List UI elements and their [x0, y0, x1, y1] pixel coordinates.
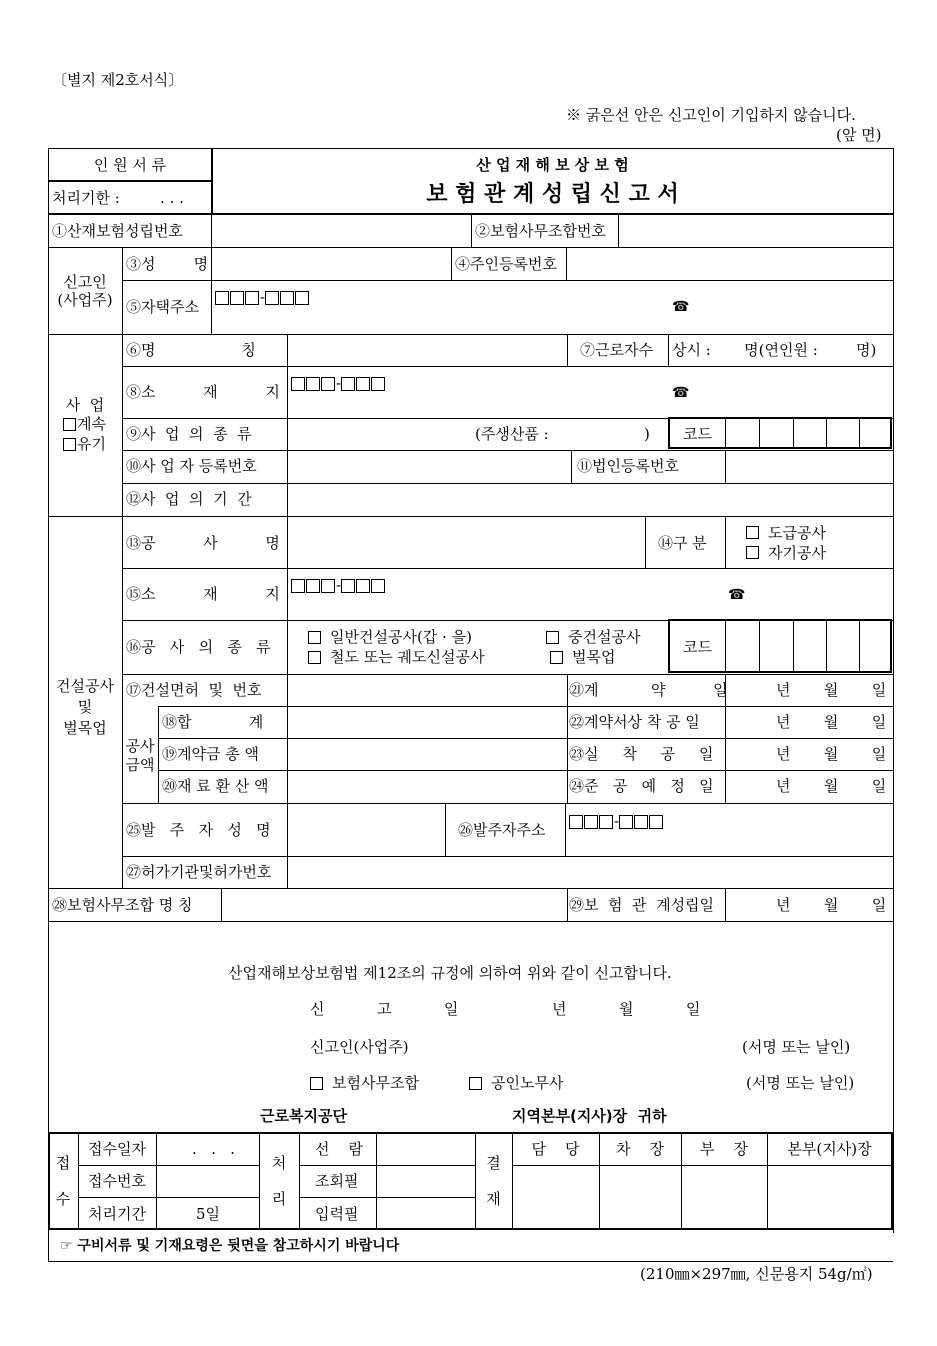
establish-date-label: ㉙보 험 관 계성립일	[569, 896, 715, 914]
labor-attorney-label: 공인노무사	[491, 1074, 564, 1092]
construction-name-label: ⑬공 사 명	[126, 534, 280, 552]
sign-or-seal-1: (서명 또는 날인)	[742, 1038, 851, 1056]
processing-label: 처 리	[271, 1154, 287, 1208]
railway-construction-label: 철도 또는 궤도신설공사	[330, 648, 485, 666]
input-label: 입력필	[315, 1205, 359, 1223]
notice-text: ※ 굵은선 안은 신고인이 기입하지 않습니다.	[566, 106, 856, 124]
deputy-label: 차 장	[615, 1140, 665, 1158]
construction-zip-boxes[interactable]: -	[291, 576, 386, 594]
contract-total-label: ⑲계약금 총 액	[162, 745, 259, 763]
continuous-checkbox[interactable]	[63, 418, 76, 431]
construction-kind-label: ⑭구 분	[658, 534, 707, 552]
home-address-label: ⑤자택주소	[126, 298, 199, 316]
form-title: 보 험 관 계 성 립 신 고 서	[426, 182, 679, 207]
declaration-text: 산업재해보상보험법 제12조의 규정에 의하여 위와 같이 신고합니다.	[228, 964, 672, 982]
license-label: ⑰건설면허 및 번호	[126, 681, 262, 699]
total-label: ⑱합 계	[162, 713, 264, 731]
date-ymd: 년 월 일	[776, 713, 887, 731]
seasonal-label: 유기	[77, 435, 106, 453]
start-date-contract-label: ㉒계약서상 착 공 일	[569, 713, 700, 731]
reporter-label: 신고인 (사업주)	[57, 273, 113, 309]
approval-label: 결 재	[486, 1154, 501, 1208]
reporter-rrn-field[interactable]	[568, 250, 891, 278]
inquiry-label: 조회필	[315, 1172, 359, 1190]
receipt-date-label: 접수일자	[88, 1140, 146, 1158]
form-subtitle: 산 업 재 해 보 상 보 험	[476, 156, 629, 174]
railway-construction-checkbox[interactable]	[308, 651, 321, 664]
cost-label: 공사 금액	[125, 737, 155, 774]
processing-period-label: 처리기간	[88, 1205, 146, 1223]
continuous-label: 계속	[77, 415, 106, 433]
heavy-construction-checkbox[interactable]	[546, 631, 559, 644]
receipt-label: 접 수	[55, 1154, 71, 1208]
contract-date-label: ㉑계 약 일	[569, 681, 728, 699]
contract-work-label: 도급공사	[768, 524, 826, 542]
construction-type-label: ⑯공 사 의 종 류	[126, 638, 271, 656]
telephone-icon: ☎	[672, 385, 690, 401]
home-zip-boxes[interactable]: -	[215, 288, 310, 306]
orderer-zip-boxes[interactable]: -	[569, 812, 664, 830]
reporter-name-field[interactable]	[213, 250, 449, 278]
side-label: (앞 면)	[836, 126, 882, 144]
logging-checkbox[interactable]	[550, 651, 563, 664]
seasonal-checkbox[interactable]	[63, 438, 76, 451]
report-date-label: 신 고 일	[310, 1000, 459, 1018]
sign-or-seal-2: (서명 또는 날인)	[746, 1074, 855, 1092]
review-label: 선 람	[315, 1140, 364, 1158]
material-label: ⑳재 료 환 산 액	[162, 777, 269, 795]
labor-attorney-checkbox[interactable]	[469, 1077, 482, 1090]
business-label: 사 업	[65, 396, 105, 414]
receipt-number-label: 접수번호	[88, 1172, 146, 1190]
general-construction-label: 일반건설공사(갑 · 을)	[330, 628, 472, 646]
self-work-label: 자기공사	[768, 544, 826, 562]
construction-label: 건설공사 및 벌목업	[56, 677, 114, 737]
date-ymd: 년 월 일	[776, 745, 887, 763]
date-ymd: 년 월 일	[776, 777, 887, 795]
insurance-no-label: ①산재보험성립번호	[52, 222, 183, 240]
union-checkbox[interactable]	[310, 1077, 323, 1090]
receipt-date-dots: . . .	[192, 1140, 235, 1158]
permit-label: ㉗허가기관및허가번호	[126, 863, 272, 881]
workers-label: ⑦근로자수	[580, 341, 653, 359]
logging-label: 벌목업	[572, 648, 616, 666]
construction-location-label: ⑮소 재 지	[126, 585, 280, 603]
frame-right	[893, 148, 894, 1233]
business-period-label: ⑫사 업 의 기 간	[126, 490, 252, 508]
rrn-label: ④주인등록번호	[455, 255, 557, 273]
orderer-address-label: ㉖발주자주소	[458, 821, 546, 839]
heavy-construction-label: 중건설공사	[568, 628, 641, 646]
business-type-label: ⑨사 업 의 종 류	[126, 425, 252, 443]
actual-start-label: ㉓실 착 공 일	[569, 745, 714, 763]
telephone-icon: ☎	[728, 587, 746, 603]
paper-spec: (210㎜×297㎜, 신문용지 54g/㎡)	[640, 1265, 873, 1283]
addressee: 지역본부(지사)장 귀하	[512, 1107, 667, 1125]
telephone-icon: ☎	[672, 299, 690, 315]
union-no-field[interactable]	[620, 216, 891, 245]
corpreg-label: ⑪법인등록번호	[577, 457, 679, 475]
footer-note: ☞ 구비서류 및 기재요령은 뒷면을 참고하시기 바랍니다	[60, 1238, 400, 1254]
general-construction-checkbox[interactable]	[308, 631, 321, 644]
frame-top	[48, 148, 893, 149]
deadline-dots: . . .	[160, 189, 184, 207]
construction-code-label: 코드	[683, 638, 712, 656]
report-date-value: 년 월 일	[552, 1000, 701, 1018]
processing-period-value: 5일	[196, 1205, 221, 1223]
main-product-label: (주생산품 : )	[475, 425, 650, 443]
business-location-label: ⑧소 재 지	[126, 383, 280, 401]
director-label: 본부(지사)장	[787, 1140, 872, 1158]
contract-work-checkbox[interactable]	[746, 526, 759, 539]
date-ymd: 년 월 일	[776, 681, 887, 699]
union-option-label: 보험사무조합	[332, 1074, 419, 1092]
reporter-sign-label: 신고인(사업주)	[310, 1038, 409, 1056]
manager-label: 부 장	[699, 1140, 749, 1158]
deadline-label: 처리기한 :	[52, 189, 120, 207]
name-label: ③성 명	[126, 255, 209, 273]
staff-label: 담 당	[531, 1140, 580, 1158]
workers-value: 상시 : 명(연인원 : 명)	[672, 341, 877, 359]
union-name-label: ㉘보험사무조합 명 칭	[52, 896, 193, 914]
business-code-label: 코드	[683, 425, 712, 443]
organization-name: 근로복지공단	[260, 1107, 347, 1125]
form-label: 〔별지 제2호서식〕	[52, 71, 184, 89]
business-zip-boxes[interactable]: -	[291, 374, 386, 392]
self-work-checkbox[interactable]	[746, 546, 759, 559]
docs-label: 인 원 서 류	[93, 156, 167, 174]
union-no-label: ②보험사무조합번호	[475, 222, 606, 240]
date-ymd: 년 월 일	[776, 896, 887, 914]
completion-date-label: ㉔준 공 예 정 일	[569, 777, 714, 795]
insurance-no-field[interactable]	[213, 216, 469, 245]
bizreg-label: ⑩사 업 자 등록번호	[126, 457, 257, 475]
business-name-label: ⑥명 칭	[126, 341, 256, 359]
orderer-name-label: ㉕발 주 자 성 명	[126, 821, 271, 839]
